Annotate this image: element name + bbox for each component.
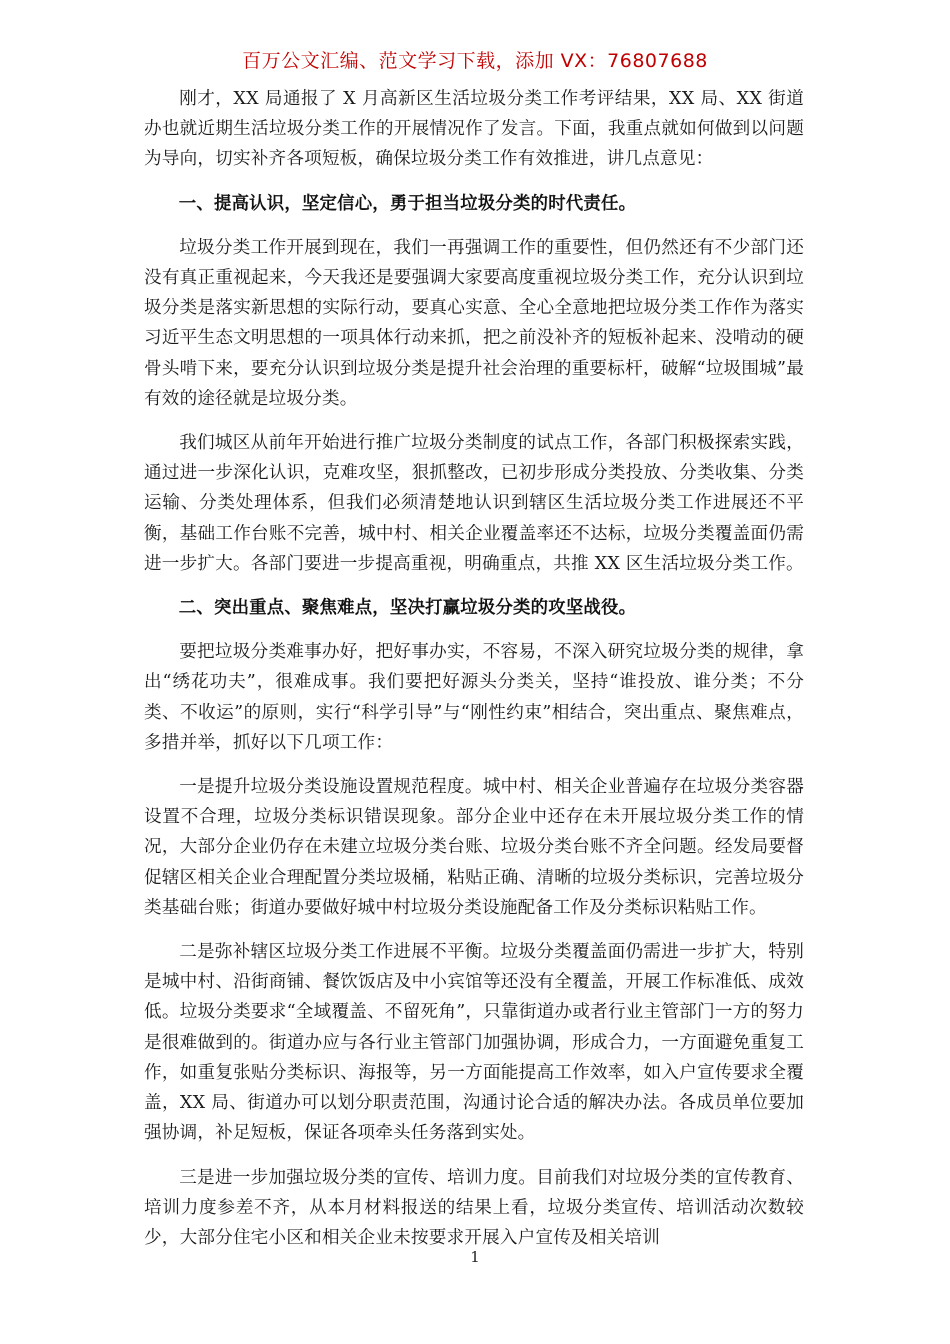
body-paragraph: 三是进一步加强垃圾分类的宣传、培训力度。目前我们对垃圾分类的宣传教育、培训力度参差不齐，从本月材料报送的结果上看，垃圾分类宣传、培训活动次数较少，大部分住宅小区和相关企业未按要求开展入户宣传及相关培训 (144, 1167, 804, 1248)
page-number: 1 (470, 1248, 480, 1266)
body-paragraph: 要把垃圾分类难事办好，把好事办实，不容易，不深入研究垃圾分类的规律，拿出“绣花功夫”，很难成事。我们要把好源头分类关，坚持“谁投放、谁分类；不分类、不收运”的原则，实行“科学引导”与“刚性约束”相结合，突出重点、聚焦难点，多措并举，抓好以下几项工作： (144, 642, 804, 753)
section-heading-1: 一、提高认识，坚定信心，勇于担当垃圾分类的时代责任。 (178, 193, 637, 214)
body-paragraph: 垃圾分类工作开展到现在，我们一再强调工作的重要性，但仍然还有不少部门还没有真正重视起来，今天我还是要强调大家要高度重视垃圾分类工作，充分认识到垃圾分类是落实新思想的实际行动，要真心实意、全心全意地把垃圾分类工作作为落实习近平生态文明思想的一项具体行动来抓，把之前没补齐的短板补起来、没啃动的硬骨头啃下来，要充分认识到垃圾分类是提升社会治理的重要标杆，破解“垃圾围城”最有效的途径就是垃圾分类。 (144, 237, 804, 409)
body-paragraph: 一是提升垃圾分类设施设置规范程度。城中村、相关企业普遍存在垃圾分类容器设置不合理，垃圾分类标识错误现象。部分企业中还存在未开展垃圾分类工作的情况，大部分企业仍存在未建立垃圾分类台账、垃圾分类台账不齐全问题。经发局要督促辖区相关企业合理配置分类垃圾桶，粘贴正确、清晰的垃圾分类标识，完善垃圾分类基础台账；街道办要做好城中村垃圾分类设施配备工作及分类标识粘贴工作。 (144, 777, 804, 918)
watermark-banner: 百万公文汇编、范文学习下载，添加 VX：76807688 (242, 50, 708, 72)
section-heading-2: 二、突出重点、聚焦难点，坚决打赢垃圾分类的攻坚战役。 (178, 598, 637, 619)
document-body (144, 84, 804, 1267)
body-paragraph: 二是弥补辖区垃圾分类工作进展不平衡。垃圾分类覆盖面仍需进一步扩大，特别是城中村、沿街商铺、餐饮饭店及中小宾馆等还没有全覆盖，开展工作标准低、成效低。垃圾分类要求“全域覆盖、不留死角”，只靠街道办或者行业主管部门一方的努力是很难做到的。街道办应与各行业主管部门加强协调，形成合力，一方面避免重复工作，如重复张贴分类标识、海报等，另一方面能提高工作效率，如入户宣传要求全覆盖，XX 局、街道办可以划分职责范围，沟通讨论合适的解决办法。各成员单位要加强协调，补足短板，保证各项牵头任务落到实处。 (144, 942, 804, 1144)
intro-paragraph: 刚才，XX 局通报了 X 月高新区生活垃圾分类工作考评结果，XX 局、XX 街道办也就近期生活垃圾分类工作的开展情况作了发言。下面，我重点就如何做到以问题为导向，切实补齐各项短板，确保垃圾分类工作有效推进，讲几点意见： (144, 89, 804, 170)
body-paragraph: 我们城区从前年开始进行推广垃圾分类制度的试点工作，各部门积极探索实践，通过进一步深化认识，克难攻坚，狠抓整改，已初步形成分类投放、分类收集、分类运输、分类处理体系，但我们必须清楚地认识到辖区生活垃圾分类工作进展还不平衡，基础工作台账不完善，城中村、相关企业覆盖率还不达标，垃圾分类覆盖面仍需进一步扩大。各部门要进一步提高重视，明确重点，共推 XX 区生活垃圾分类工作。 (144, 433, 804, 574)
